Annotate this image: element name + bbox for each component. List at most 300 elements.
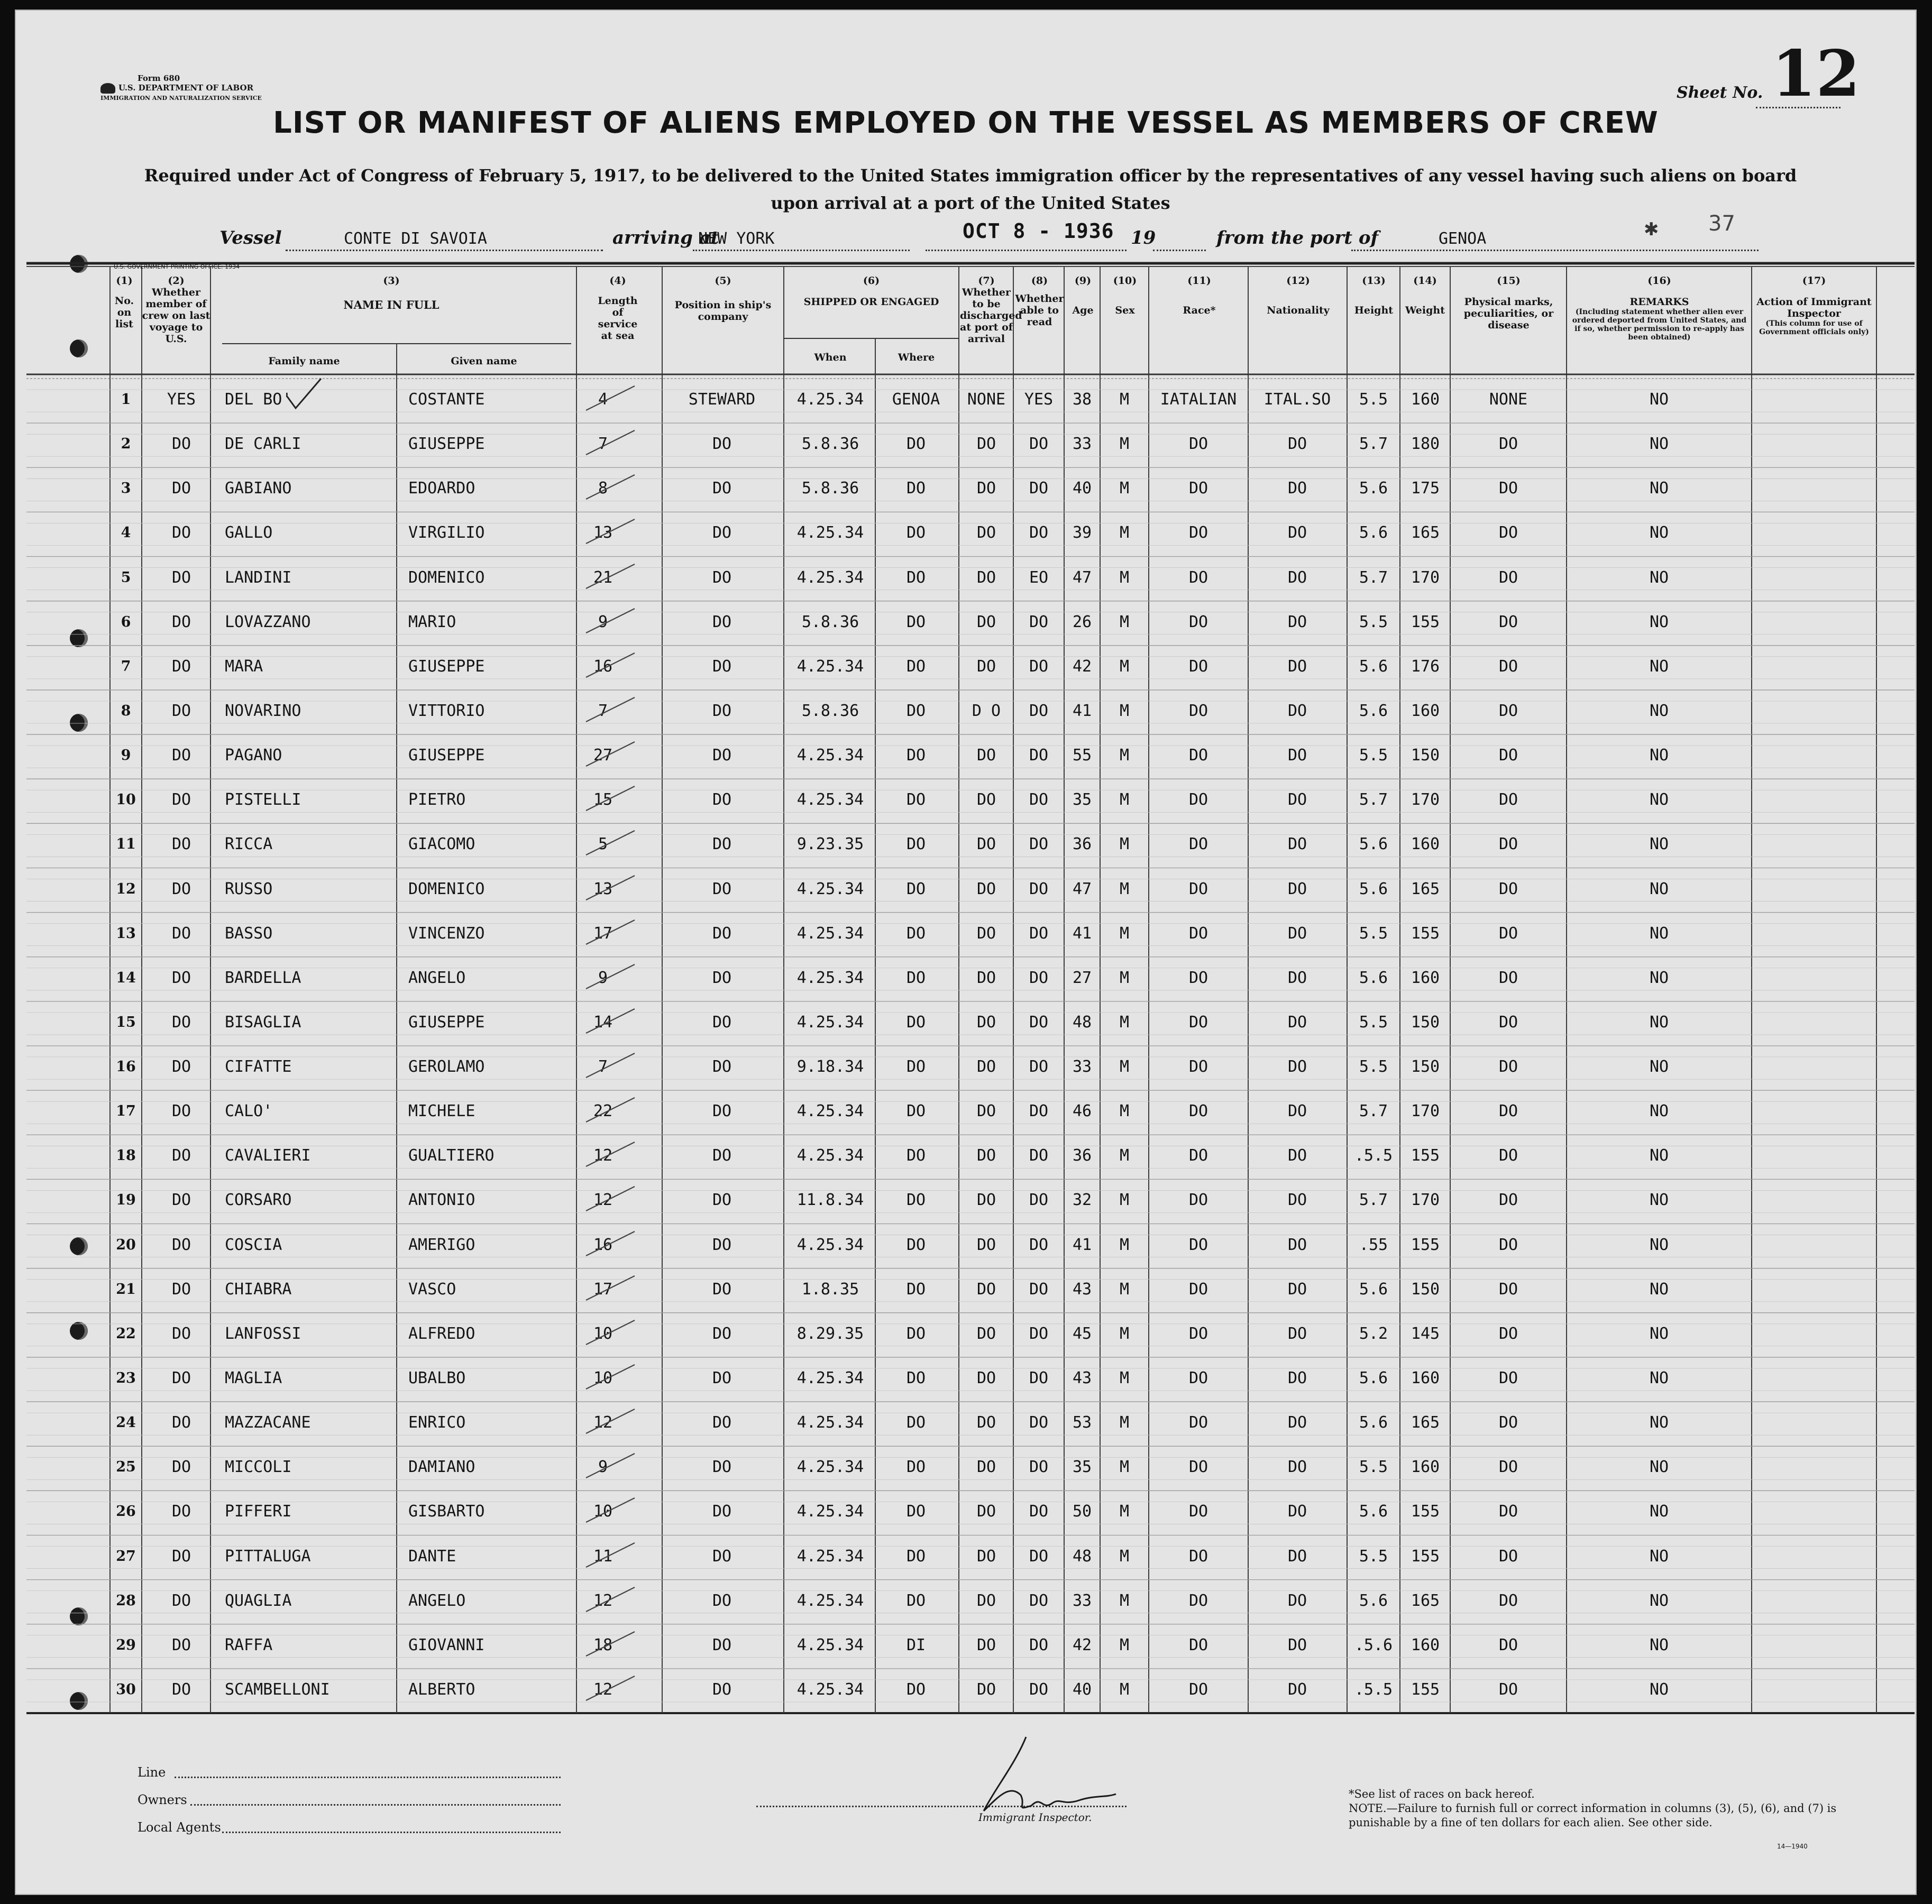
nationality: DO bbox=[1287, 1146, 1307, 1165]
able-to-read: DO bbox=[1029, 1547, 1049, 1566]
ship-position: DO bbox=[712, 1547, 732, 1566]
age: 40 bbox=[1072, 1680, 1092, 1699]
length-of-service: 9 bbox=[598, 612, 608, 631]
sex: M bbox=[1119, 568, 1130, 587]
to-be-discharged: DO bbox=[976, 1502, 996, 1521]
physical-marks: DO bbox=[1498, 1502, 1518, 1521]
remarks: NO bbox=[1649, 479, 1669, 498]
able-to-read: DO bbox=[1029, 1191, 1049, 1210]
weight: 155 bbox=[1411, 924, 1440, 943]
date-underline bbox=[926, 250, 1127, 251]
given-name: GIUSEPPE bbox=[408, 1013, 485, 1032]
ship-position: DO bbox=[712, 1458, 732, 1477]
member-last-voyage: YES bbox=[167, 390, 196, 409]
col-4-header: (4) Length of service at sea bbox=[598, 275, 638, 342]
race: DO bbox=[1188, 1280, 1208, 1299]
ship-position: DO bbox=[712, 1502, 732, 1521]
race: DO bbox=[1188, 1102, 1208, 1121]
ship-position: DO bbox=[712, 657, 732, 676]
member-last-voyage: DO bbox=[171, 612, 191, 631]
remarks: NO bbox=[1649, 1280, 1669, 1299]
physical-marks: DO bbox=[1498, 612, 1518, 631]
weight: 150 bbox=[1411, 1057, 1440, 1077]
member-last-voyage: DO bbox=[171, 968, 191, 987]
given-name: COSTANTE bbox=[408, 390, 485, 409]
nationality: DO bbox=[1287, 1547, 1307, 1566]
col-15-header: (15) Physical marks, peculiarities, or disease bbox=[1463, 275, 1554, 331]
remarks: NO bbox=[1649, 746, 1669, 765]
race: DO bbox=[1188, 568, 1208, 587]
sex: M bbox=[1119, 790, 1130, 810]
able-to-read: DO bbox=[1029, 1680, 1049, 1699]
sex: M bbox=[1119, 390, 1130, 409]
shipped-when: 4.25.34 bbox=[796, 1547, 864, 1566]
col-17-header: (17) Action of Immigrant Inspector (This column for use of Government officials only) bbox=[1756, 275, 1872, 336]
able-to-read: DO bbox=[1029, 1324, 1049, 1343]
physical-marks: DO bbox=[1498, 968, 1518, 987]
weight: 155 bbox=[1411, 1680, 1440, 1699]
from-port-underline bbox=[1351, 250, 1759, 251]
shipped-when: 4.25.34 bbox=[796, 1635, 864, 1654]
weight: 160 bbox=[1411, 968, 1440, 987]
sex: M bbox=[1119, 1235, 1130, 1254]
shipped-where: DO bbox=[906, 1591, 926, 1610]
race: DO bbox=[1188, 1235, 1208, 1254]
weight: 165 bbox=[1411, 523, 1440, 542]
local-agents-label: Local Agents bbox=[138, 1820, 221, 1835]
able-to-read: DO bbox=[1029, 1458, 1049, 1477]
from-port-label: from the port of bbox=[1216, 227, 1379, 249]
height: .5.5 bbox=[1354, 1146, 1393, 1165]
remarks: NO bbox=[1649, 1369, 1669, 1387]
to-be-discharged: DO bbox=[976, 435, 996, 454]
length-of-service: 12 bbox=[593, 1413, 613, 1432]
physical-marks: DO bbox=[1498, 1413, 1518, 1432]
family-name: DEL BO' bbox=[225, 390, 292, 409]
height: 5.5 bbox=[1359, 1547, 1388, 1566]
age: 46 bbox=[1072, 1102, 1092, 1121]
race: IATALIAN bbox=[1160, 390, 1237, 409]
shipped-when: 4.25.34 bbox=[796, 523, 864, 542]
pencil-tick-mark bbox=[582, 383, 640, 415]
physical-marks: DO bbox=[1498, 1280, 1518, 1299]
weight: 176 bbox=[1411, 657, 1440, 676]
physical-marks: DO bbox=[1498, 657, 1518, 676]
family-name: CALO' bbox=[225, 1102, 273, 1121]
ship-position: DO bbox=[712, 1057, 732, 1077]
vessel-name: CONTE DI SAVOIA bbox=[344, 229, 487, 248]
member-last-voyage: DO bbox=[171, 1635, 191, 1654]
shipped-where: DO bbox=[906, 1547, 926, 1566]
length-of-service: 12 bbox=[593, 1146, 613, 1165]
shipped-when: 4.25.34 bbox=[796, 1458, 864, 1477]
row-number: 13 bbox=[116, 925, 136, 942]
member-last-voyage: DO bbox=[171, 523, 191, 542]
remarks: NO bbox=[1649, 612, 1669, 631]
given-name: PIETRO bbox=[408, 790, 466, 810]
given-name: AMERIGO bbox=[408, 1235, 475, 1254]
height: 5.5 bbox=[1359, 746, 1388, 765]
race: DO bbox=[1188, 835, 1208, 854]
to-be-discharged: DO bbox=[976, 1324, 996, 1343]
shipped-where: DO bbox=[906, 1280, 926, 1299]
nationality: DO bbox=[1287, 924, 1307, 943]
able-to-read: DO bbox=[1029, 924, 1049, 943]
member-last-voyage: DO bbox=[171, 1547, 191, 1566]
weight: 150 bbox=[1411, 1013, 1440, 1032]
ship-position: DO bbox=[712, 1591, 732, 1610]
shipped-where: DO bbox=[906, 1235, 926, 1254]
weight: 145 bbox=[1411, 1324, 1440, 1343]
pencil-tick-mark bbox=[582, 561, 640, 593]
weight: 175 bbox=[1411, 479, 1440, 498]
given-name: MICHELE bbox=[408, 1102, 475, 1121]
col-8-header: (8) Whether able to read bbox=[1015, 275, 1064, 328]
row-number: 29 bbox=[116, 1636, 136, 1653]
race: DO bbox=[1188, 879, 1208, 898]
shipped-when: 9.23.35 bbox=[796, 835, 864, 854]
nationality: DO bbox=[1287, 657, 1307, 676]
family-name: MARA bbox=[225, 657, 263, 676]
arriving-underline bbox=[693, 250, 910, 251]
member-last-voyage: DO bbox=[171, 568, 191, 587]
length-of-service: 14 bbox=[593, 1013, 613, 1032]
pencil-tick-mark bbox=[582, 1273, 640, 1304]
length-of-service: 10 bbox=[593, 1324, 613, 1343]
shipped-where: DO bbox=[906, 1191, 926, 1210]
col-16-header: (16) REMARKS (Including statement whether alien ever ordered deported from United States, and if so, whether permission to re-apply has been obtained) bbox=[1572, 275, 1747, 342]
shipped-when: 9.18.34 bbox=[796, 1057, 864, 1077]
owners-underline bbox=[190, 1804, 561, 1806]
physical-marks: DO bbox=[1498, 1191, 1518, 1210]
shipped-where: DO bbox=[906, 568, 926, 587]
able-to-read: DO bbox=[1029, 523, 1049, 542]
ship-position: DO bbox=[712, 1369, 732, 1387]
shipped-where: DO bbox=[906, 523, 926, 542]
to-be-discharged: DO bbox=[976, 835, 996, 854]
height: 5.6 bbox=[1359, 657, 1388, 676]
height: 5.5 bbox=[1359, 1057, 1388, 1077]
shipped-where: GENOA bbox=[892, 390, 940, 409]
sex: M bbox=[1119, 1280, 1130, 1299]
family-name: PAGANO bbox=[225, 746, 282, 765]
row-number: 7 bbox=[121, 658, 131, 675]
length-of-service: 7 bbox=[598, 702, 608, 720]
age: 48 bbox=[1072, 1547, 1092, 1566]
nationality: DO bbox=[1287, 879, 1307, 898]
length-of-service: 7 bbox=[598, 435, 608, 454]
race: DO bbox=[1188, 435, 1208, 454]
check-mark-icon: ✱ bbox=[1644, 219, 1659, 240]
physical-marks: DO bbox=[1498, 1591, 1518, 1610]
family-name: MAGLIA bbox=[225, 1369, 282, 1387]
physical-marks: DO bbox=[1498, 835, 1518, 854]
physical-marks: DO bbox=[1498, 1369, 1518, 1387]
sex: M bbox=[1119, 1635, 1130, 1654]
able-to-read: DO bbox=[1029, 835, 1049, 854]
nationality: DO bbox=[1287, 746, 1307, 765]
pencil-tick-mark bbox=[582, 1317, 640, 1349]
sheet-number: 12 bbox=[1772, 36, 1860, 111]
weight: 160 bbox=[1411, 1458, 1440, 1477]
race: DO bbox=[1188, 968, 1208, 987]
length-of-service: 8 bbox=[598, 479, 608, 498]
ship-position: DO bbox=[712, 479, 732, 498]
shipped-when: 4.25.34 bbox=[796, 924, 864, 943]
age: 32 bbox=[1072, 1191, 1092, 1210]
age: 41 bbox=[1072, 702, 1092, 720]
age: 48 bbox=[1072, 1013, 1092, 1032]
inspector-signature bbox=[963, 1732, 1121, 1822]
col-6-header: (6) SHIPPED OR ENGAGED bbox=[803, 275, 939, 308]
height: 5.7 bbox=[1359, 568, 1388, 587]
remarks: NO bbox=[1649, 1680, 1669, 1699]
family-name: COSCIA bbox=[225, 1235, 282, 1254]
age: 45 bbox=[1072, 1324, 1092, 1343]
height: 5.7 bbox=[1359, 1102, 1388, 1121]
col-11-header: (11) Race* bbox=[1183, 275, 1216, 316]
shipped-where: DO bbox=[906, 702, 926, 720]
ship-position: DO bbox=[712, 612, 732, 631]
race: DO bbox=[1188, 1635, 1208, 1654]
race: DO bbox=[1188, 612, 1208, 631]
age: 40 bbox=[1072, 479, 1092, 498]
pencil-tick-mark bbox=[582, 783, 640, 815]
nationality: DO bbox=[1287, 1013, 1307, 1032]
height: 5.5 bbox=[1359, 924, 1388, 943]
height: 5.5 bbox=[1359, 612, 1388, 631]
age: 35 bbox=[1072, 1458, 1092, 1477]
to-be-discharged: DO bbox=[976, 1369, 996, 1387]
nationality: DO bbox=[1287, 1635, 1307, 1654]
shipped-where: DO bbox=[906, 746, 926, 765]
height: 5.6 bbox=[1359, 968, 1388, 987]
able-to-read: DO bbox=[1029, 1591, 1049, 1610]
ship-position: DO bbox=[712, 1102, 732, 1121]
family-name: LANFOSSI bbox=[225, 1324, 301, 1343]
manifest-table-grid bbox=[16, 259, 1916, 1724]
ship-position: DO bbox=[712, 1413, 732, 1432]
member-last-voyage: DO bbox=[171, 1235, 191, 1254]
weight: 170 bbox=[1411, 1102, 1440, 1121]
family-name: NOVARINO bbox=[225, 702, 301, 720]
weight: 150 bbox=[1411, 746, 1440, 765]
length-of-service: 17 bbox=[593, 1280, 613, 1299]
pencil-tick-mark bbox=[582, 739, 640, 770]
printing-office-note: U.S. GOVERNMENT PRINTING OFFICE: 1934 bbox=[114, 263, 240, 270]
shipped-where: DO bbox=[906, 1057, 926, 1077]
age: 47 bbox=[1072, 879, 1092, 898]
family-name: MICCOLI bbox=[225, 1458, 292, 1477]
able-to-read: DO bbox=[1029, 1635, 1049, 1654]
height: .5.5 bbox=[1354, 1680, 1393, 1699]
col-13-header: (13) Height bbox=[1354, 275, 1394, 316]
pencil-tick-mark bbox=[582, 1629, 640, 1660]
shipped-where: DO bbox=[906, 435, 926, 454]
form-stamp bbox=[100, 74, 301, 103]
able-to-read: DO bbox=[1029, 435, 1049, 454]
to-be-discharged: DO bbox=[976, 1680, 996, 1699]
height: 5.6 bbox=[1359, 835, 1388, 854]
length-of-service: 9 bbox=[598, 968, 608, 987]
length-of-service: 12 bbox=[593, 1191, 613, 1210]
physical-marks: DO bbox=[1498, 1013, 1518, 1032]
weight: 160 bbox=[1411, 1635, 1440, 1654]
sex: M bbox=[1119, 523, 1130, 542]
race: DO bbox=[1188, 1146, 1208, 1165]
family-name: QUAGLIA bbox=[225, 1591, 292, 1610]
member-last-voyage: DO bbox=[171, 1191, 191, 1210]
race: DO bbox=[1188, 1324, 1208, 1343]
pencil-tick-mark bbox=[582, 961, 640, 993]
height: 5.6 bbox=[1359, 879, 1388, 898]
sex: M bbox=[1119, 1458, 1130, 1477]
shipped-where: DO bbox=[906, 479, 926, 498]
given-name: UBALBO bbox=[408, 1369, 466, 1387]
family-name: BARDELLA bbox=[225, 968, 301, 987]
able-to-read: DO bbox=[1029, 746, 1049, 765]
ship-position: DO bbox=[712, 879, 732, 898]
given-name: GIACOMO bbox=[408, 835, 475, 854]
ship-position: STEWARD bbox=[688, 390, 756, 409]
race: DO bbox=[1188, 1591, 1208, 1610]
race: DO bbox=[1188, 1013, 1208, 1032]
sex: M bbox=[1119, 1547, 1130, 1566]
remarks: NO bbox=[1649, 1191, 1669, 1210]
given-name: VITTORIO bbox=[408, 702, 485, 720]
row-number: 15 bbox=[116, 1014, 136, 1031]
shipped-when: 5.8.36 bbox=[801, 612, 859, 631]
able-to-read: DO bbox=[1029, 1502, 1049, 1521]
page-subtitle: Required under Act of Congress of February 5, 1917, to be delivered to the United States immigration officer by the representatives of any vessel having such aliens on board upon arrival at a port of the United States bbox=[144, 165, 1797, 213]
row-number: 8 bbox=[121, 703, 131, 719]
weight: 170 bbox=[1411, 1191, 1440, 1210]
remarks: NO bbox=[1649, 1013, 1669, 1032]
weight: 155 bbox=[1411, 612, 1440, 631]
sex: M bbox=[1119, 924, 1130, 943]
arrival-date-stamp: OCT 8 - 1936 bbox=[963, 219, 1114, 243]
sex: M bbox=[1119, 1191, 1130, 1210]
family-name: SCAMBELLONI bbox=[225, 1680, 330, 1699]
ship-position: DO bbox=[712, 835, 732, 854]
row-number: 3 bbox=[121, 480, 131, 497]
pencil-tick-mark bbox=[582, 1673, 640, 1705]
pencil-tick-mark bbox=[582, 1362, 640, 1393]
length-of-service: 12 bbox=[593, 1680, 613, 1699]
weight: 170 bbox=[1411, 568, 1440, 587]
shipped-where: DO bbox=[906, 1502, 926, 1521]
col-6-when-header: When bbox=[814, 352, 847, 363]
member-last-voyage: DO bbox=[171, 746, 191, 765]
shipped-when: 4.25.34 bbox=[796, 390, 864, 409]
length-of-service: 13 bbox=[593, 879, 613, 898]
able-to-read: YES bbox=[1024, 390, 1054, 409]
age: 42 bbox=[1072, 1635, 1092, 1654]
weight: 155 bbox=[1411, 1547, 1440, 1566]
pencil-tick-mark bbox=[582, 917, 640, 949]
owners-label: Owners bbox=[138, 1792, 187, 1807]
to-be-discharged: DO bbox=[976, 1057, 996, 1077]
shipped-when: 4.25.34 bbox=[796, 1591, 864, 1610]
member-last-voyage: DO bbox=[171, 1413, 191, 1432]
able-to-read: DO bbox=[1029, 1369, 1049, 1387]
nationality: DO bbox=[1287, 1102, 1307, 1121]
family-name: DE CARLI bbox=[225, 435, 301, 454]
col-3-family-header: Family name bbox=[268, 355, 340, 367]
shipped-when: 4.25.34 bbox=[796, 1102, 864, 1121]
able-to-read: DO bbox=[1029, 612, 1049, 631]
remarks: NO bbox=[1649, 1235, 1669, 1254]
row-number: 21 bbox=[116, 1281, 136, 1298]
nationality: DO bbox=[1287, 835, 1307, 854]
able-to-read: DO bbox=[1029, 479, 1049, 498]
member-last-voyage: DO bbox=[171, 1680, 191, 1699]
given-name: MARIO bbox=[408, 612, 456, 631]
shipped-when: 4.25.34 bbox=[796, 1235, 864, 1254]
from-port: GENOA bbox=[1439, 229, 1487, 248]
member-last-voyage: DO bbox=[171, 1057, 191, 1077]
height: 5.6 bbox=[1359, 1502, 1388, 1521]
local-agents-underline bbox=[222, 1832, 561, 1833]
remarks: NO bbox=[1649, 835, 1669, 854]
col-1-header: (1) No. on list bbox=[114, 275, 134, 330]
race: DO bbox=[1188, 1413, 1208, 1432]
to-be-discharged: DO bbox=[976, 1458, 996, 1477]
given-name: GIUSEPPE bbox=[408, 657, 485, 676]
pencil-tick-mark bbox=[582, 1050, 640, 1082]
given-name: ENRICO bbox=[408, 1413, 466, 1432]
height: 5.6 bbox=[1359, 1280, 1388, 1299]
given-name: DOMENICO bbox=[408, 568, 485, 587]
height: .55 bbox=[1359, 1235, 1388, 1254]
weight: 150 bbox=[1411, 1280, 1440, 1299]
family-name: CORSARO bbox=[225, 1191, 292, 1210]
family-name: GALLO bbox=[225, 523, 273, 542]
length-of-service: 18 bbox=[593, 1635, 613, 1654]
row-number: 16 bbox=[116, 1059, 136, 1075]
row-number: 20 bbox=[116, 1236, 136, 1253]
nationality: DO bbox=[1287, 1591, 1307, 1610]
pencil-tick-mark bbox=[582, 1006, 640, 1037]
weight: 160 bbox=[1411, 835, 1440, 854]
shipped-where: DO bbox=[906, 835, 926, 854]
given-name: DANTE bbox=[408, 1547, 456, 1566]
physical-marks: DO bbox=[1498, 702, 1518, 720]
race: DO bbox=[1188, 702, 1208, 720]
pencil-tick-mark bbox=[582, 1228, 640, 1260]
remarks: NO bbox=[1649, 523, 1669, 542]
sex: M bbox=[1119, 1502, 1130, 1521]
shipped-where: DO bbox=[906, 1680, 926, 1699]
race: DO bbox=[1188, 523, 1208, 542]
able-to-read: DO bbox=[1029, 968, 1049, 987]
department-name: U.S. DEPARTMENT OF LABOR bbox=[118, 83, 254, 93]
remarks: NO bbox=[1649, 390, 1669, 409]
member-last-voyage: DO bbox=[171, 657, 191, 676]
given-name: VINCENZO bbox=[408, 924, 485, 943]
ship-position: DO bbox=[712, 746, 732, 765]
age: 50 bbox=[1072, 1502, 1092, 1521]
to-be-discharged: DO bbox=[976, 1413, 996, 1432]
ship-position: DO bbox=[712, 1324, 732, 1343]
age: 33 bbox=[1072, 1591, 1092, 1610]
ship-position: DO bbox=[712, 435, 732, 454]
physical-marks: DO bbox=[1498, 879, 1518, 898]
remarks: NO bbox=[1649, 568, 1669, 587]
height: 5.5 bbox=[1359, 390, 1388, 409]
nationality: DO bbox=[1287, 1235, 1307, 1254]
length-of-service: 22 bbox=[593, 1102, 613, 1121]
